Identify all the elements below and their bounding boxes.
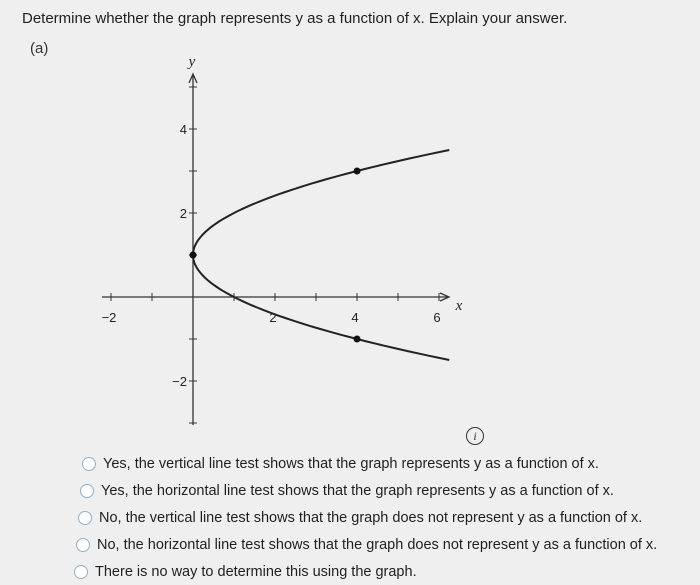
y-tick-label: −2 xyxy=(172,374,187,389)
radio-button[interactable] xyxy=(78,511,92,525)
curve-point xyxy=(190,252,197,259)
x-tick-label: 4 xyxy=(351,310,359,325)
choice-5[interactable] xyxy=(74,558,657,585)
choice-label: No, the vertical line test shows that the graph does not represent y as a function of x. xyxy=(99,509,643,526)
y-axis-label: y xyxy=(188,54,196,70)
choice-4[interactable] xyxy=(76,531,657,558)
choice-label: There is no way to determine this using the graph. xyxy=(95,563,417,580)
part-label: (a) xyxy=(30,40,49,57)
x-tick-label: 6 xyxy=(433,310,441,325)
choice-label: Yes, the vertical line test shows that the graph represents y as a function of x. xyxy=(103,455,599,472)
choice-3[interactable] xyxy=(78,504,657,531)
choice-2[interactable] xyxy=(80,477,657,504)
y-tick-label: 2 xyxy=(179,206,187,221)
answer-choices xyxy=(74,450,657,585)
parabola-curve xyxy=(193,150,449,360)
y-tick-label: 4 xyxy=(179,122,187,137)
radio-button[interactable] xyxy=(80,484,94,498)
choice-1[interactable] xyxy=(82,450,657,477)
choice-label: Yes, the horizontal line test shows that the graph represents y as a function of x. xyxy=(101,482,614,499)
x-axis-label: x xyxy=(455,298,463,314)
curve-point xyxy=(354,168,361,175)
question-prompt: Determine whether the graph represents y as a function of x. Explain your answer. xyxy=(22,10,568,27)
radio-button[interactable] xyxy=(82,457,96,471)
radio-button[interactable] xyxy=(74,565,88,579)
x-tick-label: 2 xyxy=(269,310,277,325)
curve-point xyxy=(354,336,361,343)
radio-button[interactable] xyxy=(76,538,90,552)
x-tick-label: −2 xyxy=(101,310,117,325)
info-icon[interactable]: i xyxy=(466,427,484,445)
choice-label: No, the horizontal line test shows that the graph does not represent y as a function of x. xyxy=(97,536,658,553)
